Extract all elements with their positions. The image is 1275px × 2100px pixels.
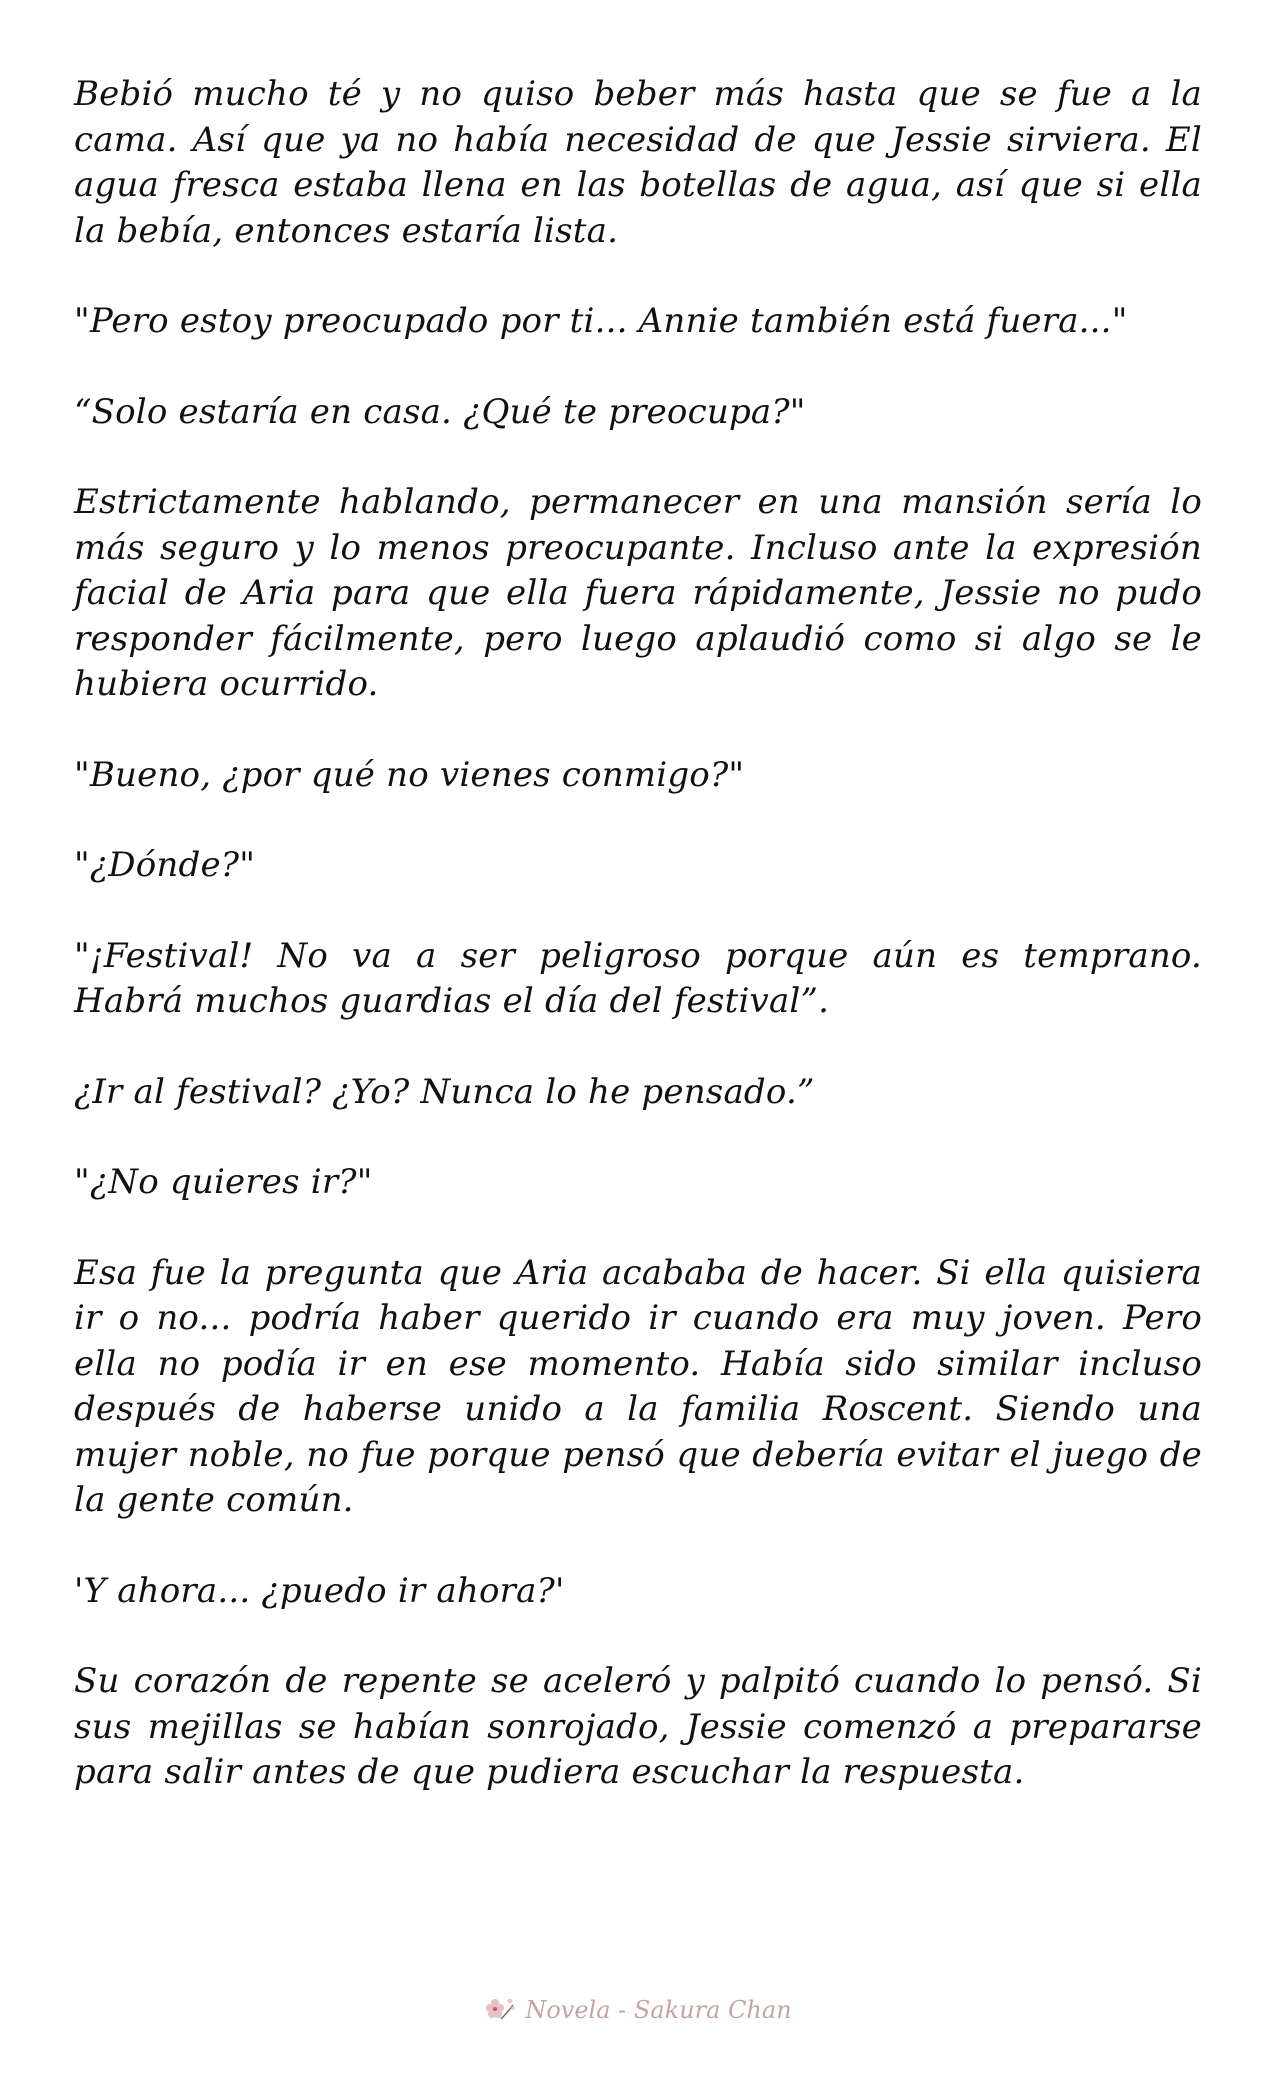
paragraph-3: “Solo estaría en casa. ¿Qué te preocupa?" xyxy=(74,391,806,432)
paragraph-5: "Bueno, ¿por qué no vienes conmigo?" xyxy=(74,754,745,795)
paragraph-1: Bebió mucho té y no quiso beber más hasta que se fue a la cama. Así que ya no había necesidad de que Jessie sirviera. El agua fresca estaba llena en las botellas de agua, así que si ella la bebía, entonces estaría lista. xyxy=(74,74,1202,251)
paragraph-4: Estrictamente hablando, permanecer en una mansión sería lo más seguro y lo menos preocupante. Incluso ante la expresión facial de Aria para que ella fuera rápidamente, Jessie no pudo responder fácilmente, pero luego aplaudió como si algo se le hubiera ocurrido. xyxy=(74,482,1202,704)
paragraph-7: "¡Festival! No va a ser peligroso porque aún es temprano. Habrá muchos guardias el día del festival”. xyxy=(74,935,1202,1021)
watermark-text: Novela - Sakura Chan xyxy=(525,1996,792,2024)
paragraph-11: 'Y ahora... ¿puedo ir ahora?' xyxy=(74,1570,565,1611)
paragraph-9: "¿No quieres ir?" xyxy=(74,1162,373,1202)
paragraph-10: Esa fue la pregunta que Aria acababa de hacer. Si ella quisiera ir o no... podría haber querido ir cuando era muy joven. Pero ella no podía ir en ese momento. Había sido similar incluso después de haberse unido a la familia Roscent. Siendo una mujer noble, no fue porque pensó que debería evitar el juego de la gente común. xyxy=(74,1252,1202,1520)
watermark xyxy=(0,1995,1275,2025)
paragraph-12: Su corazón de repente se aceleró y palpitó cuando lo pensó. Si sus mejillas se habían sonrojado, Jessie comenzó a prepararse para salir antes de que pudiera escuchar la respuesta. xyxy=(74,1661,1202,1792)
document-body xyxy=(74,72,1202,1841)
paragraph-8: ¿Ir al festival? ¿Yo? Nunca lo he pensado.” xyxy=(74,1071,815,1112)
sakura-flower-icon xyxy=(483,1995,517,2025)
paragraph-6: "¿Dónde?" xyxy=(74,845,256,885)
paragraph-2: "Pero estoy preocupado por ti... Annie también está fuera..." xyxy=(74,301,1128,341)
